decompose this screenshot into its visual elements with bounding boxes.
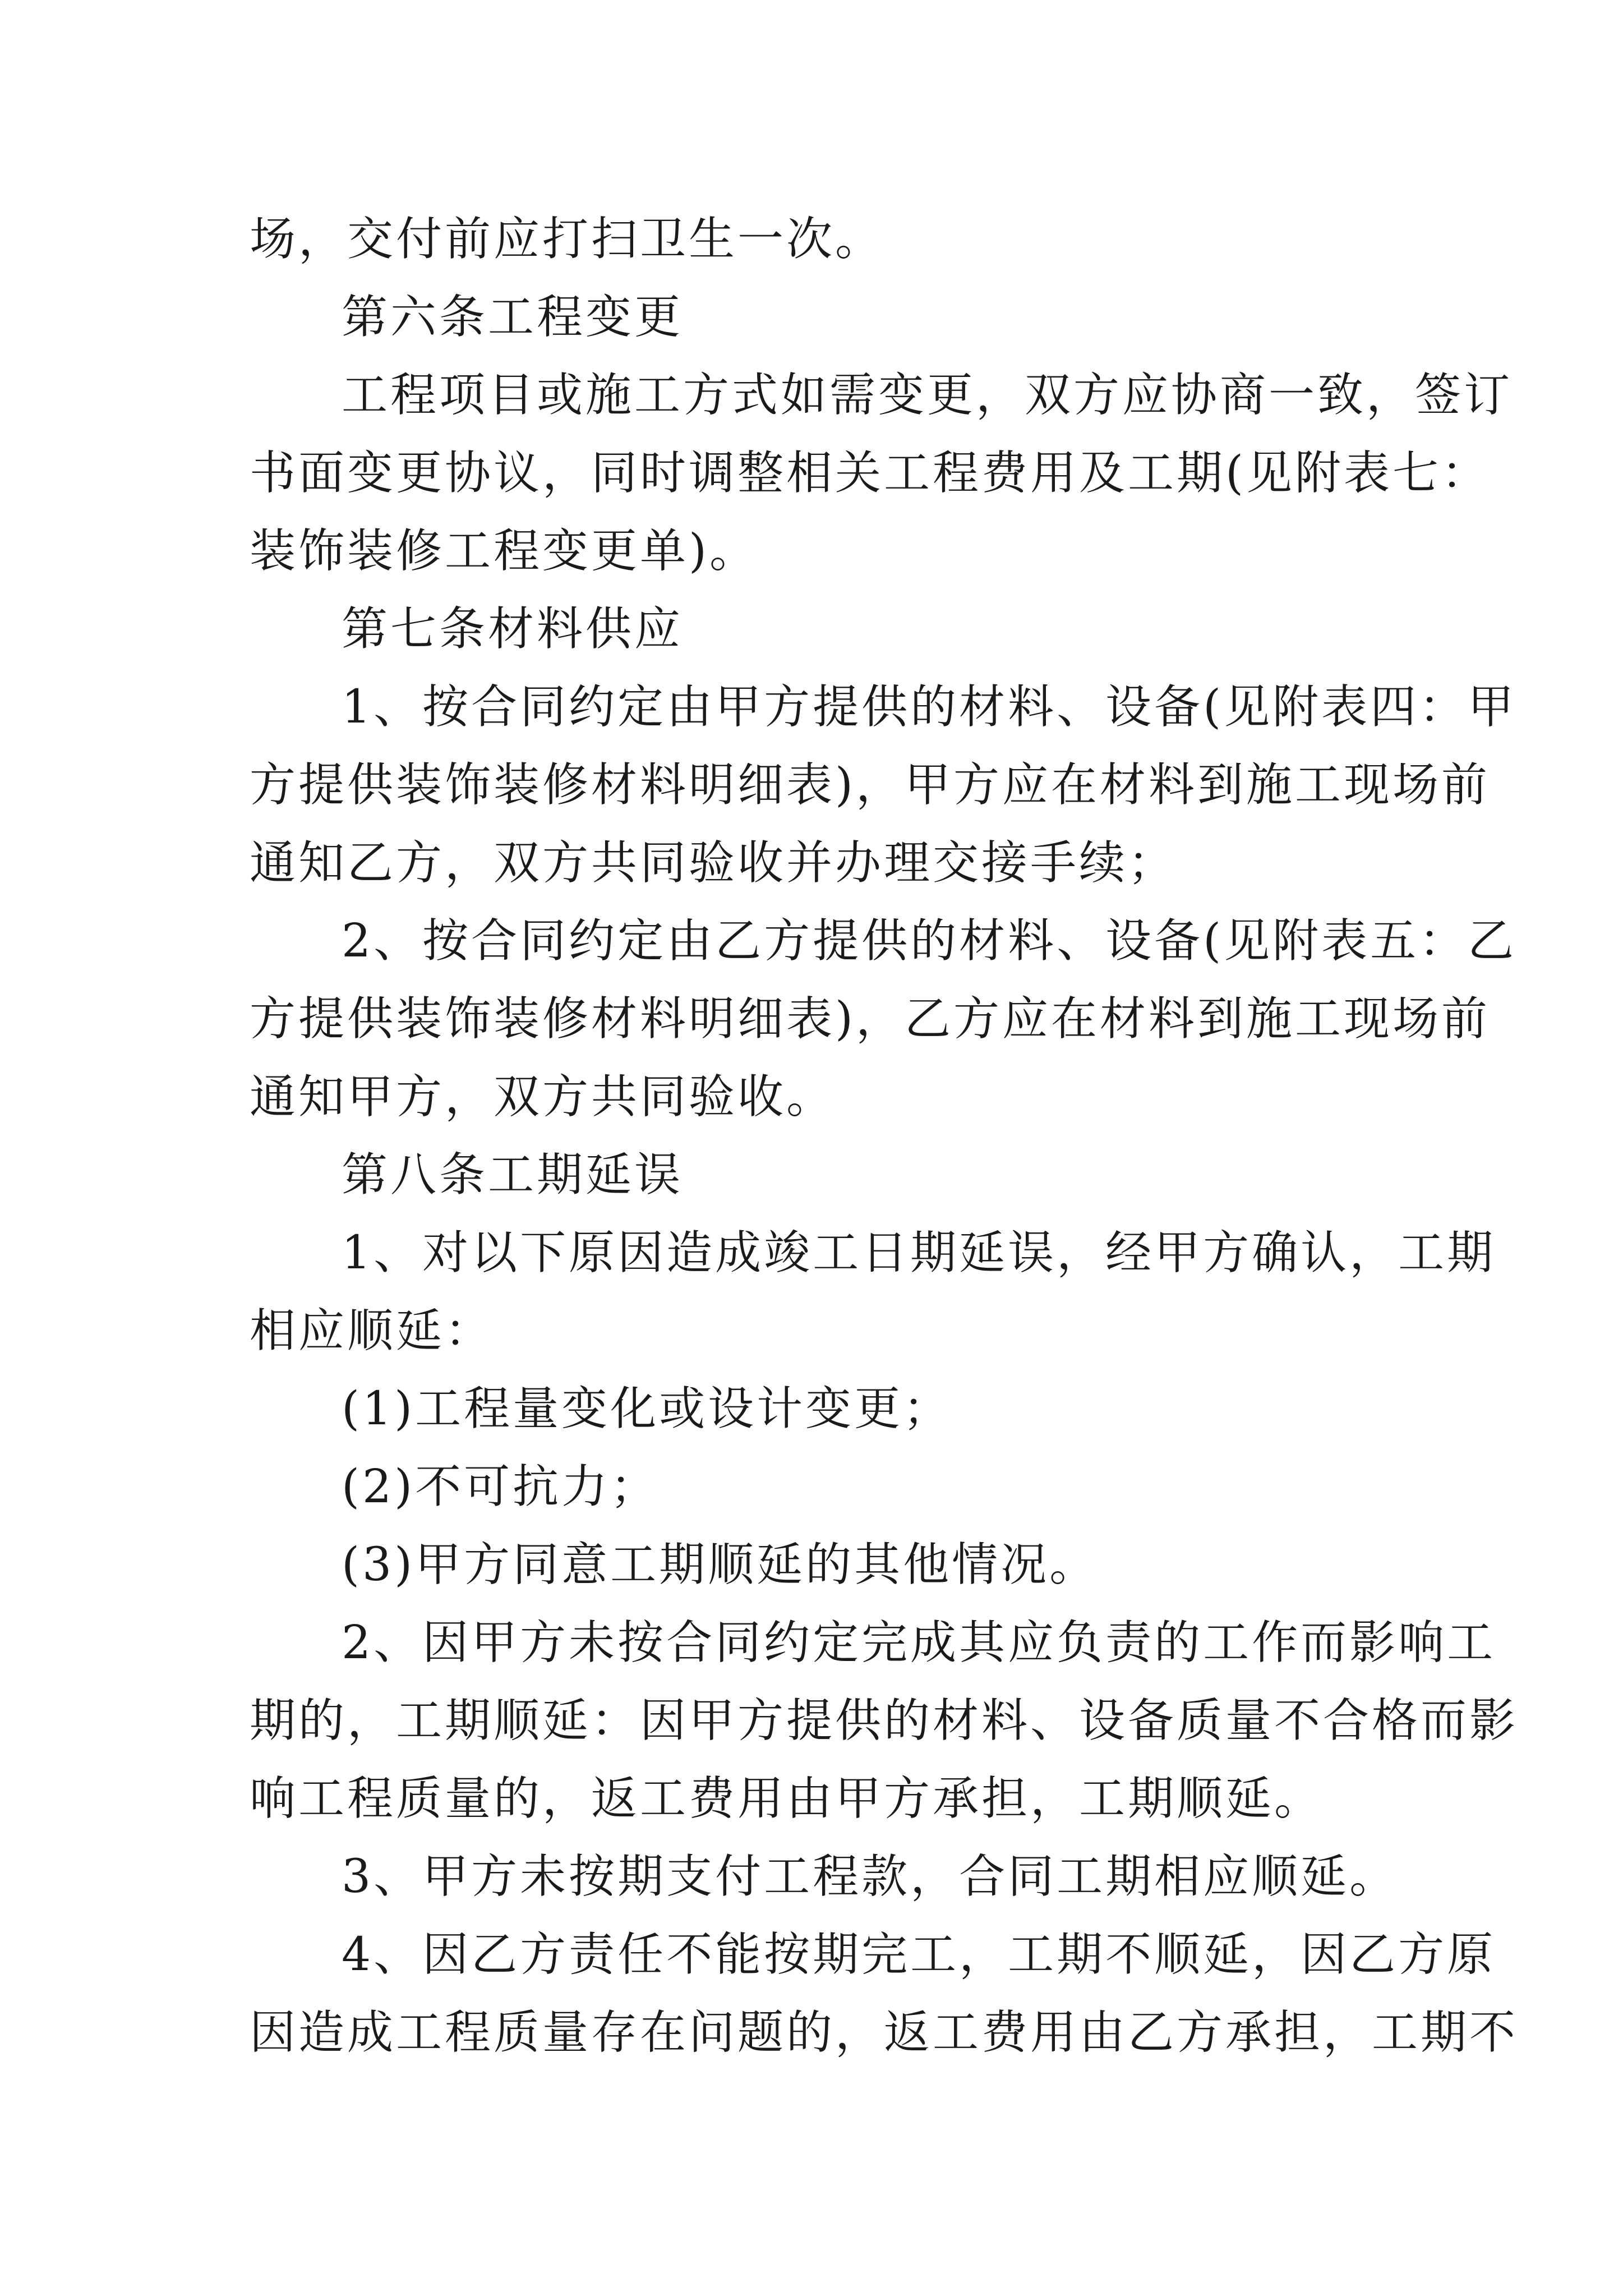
text-line: 方提供装饰装修材料明细表)，甲方应在材料到施工现场前 [250,758,1490,812]
text-line: 方提供装饰装修材料明细表)，乙方应在材料到施工现场前 [250,992,1490,1046]
text-line: 响工程质量的，返工费用由甲方承担，工期顺延。 [250,1772,1324,1825]
text-line: 2、因甲方未按合同约定完成其应负责的工作而影响工 [342,1616,1496,1669]
text-line: 装饰装修工程变更单)。 [250,524,758,578]
text-line: 场，交付前应打扫卫生一次。 [250,213,884,266]
text-line: 相应顺延： [250,1304,494,1358]
text-line: 因造成工程质量存在问题的，返工费用由乙方承担，工期不 [250,2006,1519,2059]
section-heading-article-7: 第七条材料供应 [342,602,684,656]
text-line: 通知乙方，双方共同验收并办理交接手续； [250,836,1177,890]
list-item: (3)甲方同意工期顺延的其他情况。 [342,1538,1099,1591]
text-line: 4、因乙方责任不能按期完工，工期不顺延，因乙方原 [342,1928,1496,1981]
text-line: 1、按合同约定由甲方提供的材料、设备(见附表四：甲 [342,680,1517,734]
section-heading-article-6: 第六条工程变更 [342,291,684,344]
text-line: 3、甲方未按期支付工程款，合同工期相应顺延。 [342,1850,1399,1903]
list-item: (1)工程量变化或设计变更； [342,1382,952,1435]
text-line: 书面变更协议，同时调整相关工程费用及工期(见附表七： [250,447,1490,500]
text-line: 2、按合同约定由乙方提供的材料、设备(见附表五：乙 [342,914,1517,968]
text-line: 1、对以下原因造成竣工日期延误，经甲方确认，工期 [342,1226,1496,1280]
contract-body-text [250,200,1519,2072]
list-item: (2)不可抗力； [342,1460,660,1513]
text-line: 期的，工期顺延：因甲方提供的材料、设备质量不合格而影 [250,1694,1519,1747]
text-line: 工程项目或施工方式如需变更，双方应协商一致，签订 [342,369,1513,422]
text-line: 通知甲方，双方共同验收。 [250,1070,836,1124]
section-heading-article-8: 第八条工期延误 [342,1148,684,1202]
